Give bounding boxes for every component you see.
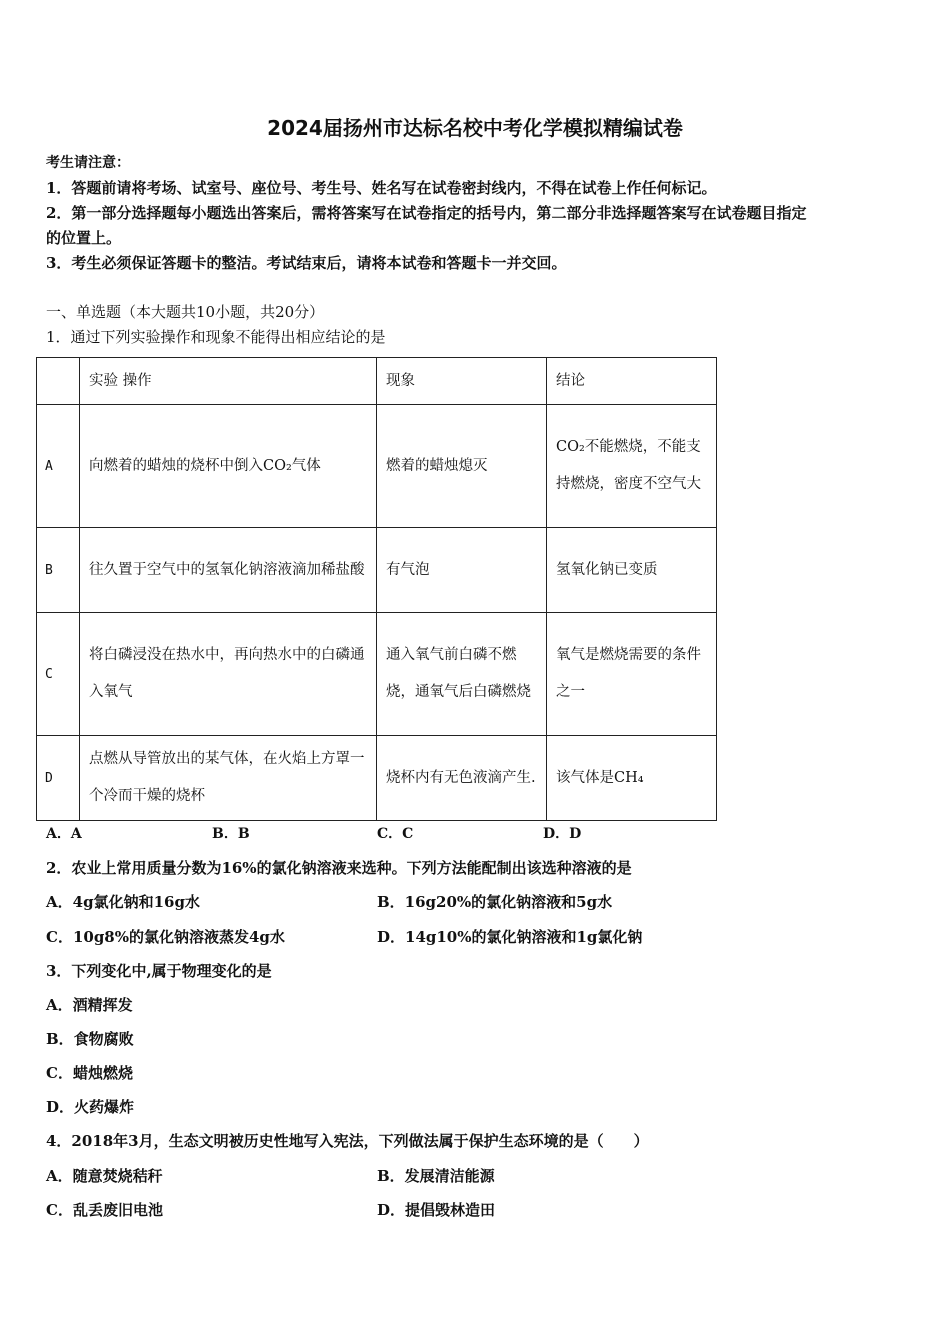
option: D．提倡毁林造田 [377, 1201, 496, 1219]
conclusion-cell: 氧气是燃烧需要的条件之一 [547, 613, 717, 736]
row-label: A [37, 405, 80, 528]
table-row [37, 528, 717, 613]
question-stem: 3．下列变化中,属于物理变化的是 [46, 962, 272, 980]
operation-cell: 往久置于空气中的氢氧化钠溶液滴加稀盐酸 [80, 528, 377, 613]
section-heading: 一、单选题（本大题共10小题，共20分） [46, 303, 325, 321]
question-stem: 4．2018年3月，生态文明被历史性地写入宪法，下列做法属于保护生态环境的是（ ） [46, 1132, 649, 1150]
option: B．食物腐败 [46, 1030, 134, 1048]
option: A．4g氯化钠和16g水 [46, 893, 200, 911]
option: A．随意焚烧秸秆 [46, 1167, 163, 1185]
experiment-table [36, 357, 717, 821]
option: C．10g8%的氯化钠溶液蒸发4g水 [46, 928, 285, 946]
table-row [37, 405, 717, 528]
operation-cell: 将白磷浸没在热水中，再向热水中的白磷通入氧气 [80, 613, 377, 736]
table-header-cell: 实验 操作 [80, 358, 377, 405]
option: C．蜡烛燃烧 [46, 1064, 133, 1082]
question-stem: 1．通过下列实验操作和现象不能得出相应结论的是 [46, 328, 386, 346]
conclusion-cell: 该气体是CH₄ [547, 736, 717, 821]
question-stem: 2．农业上常用质量分数为16%的氯化钠溶液来选种。下列方法能配制出该选种溶液的是 [46, 859, 632, 877]
option: D．火药爆炸 [46, 1098, 135, 1116]
operation-cell: 向燃着的蜡烛的烧杯中倒入CO₂气体 [80, 405, 377, 528]
table-header-cell: 现象 [377, 358, 547, 405]
phenomenon-cell: 有气泡 [377, 528, 547, 613]
notice-item: 1．答题前请将考场、试室号、座位号、考生号、姓名写在试卷密封线内，不得在试卷上作任何标记。 [46, 179, 717, 197]
option: A．酒精挥发 [46, 996, 133, 1014]
table-row [37, 736, 717, 821]
row-label: D [37, 736, 80, 821]
option: D．14g10%的氯化钠溶液和1g氯化钠 [377, 928, 643, 946]
table-header-row [37, 358, 717, 405]
option: D．D [543, 826, 582, 842]
notice-heading: 考生请注意： [46, 155, 130, 171]
row-label: C [37, 613, 80, 736]
option: B．发展清洁能源 [377, 1167, 495, 1185]
operation-cell: 点燃从导管放出的某气体，在火焰上方罩一个冷而干燥的烧杯 [80, 736, 377, 821]
phenomenon-cell: 通入氧气前白磷不燃烧，通氧气后白磷燃烧 [377, 613, 547, 736]
notice-item: 的位置上。 [46, 229, 122, 247]
notice-item: 2．第一部分选择题每小题选出答案后，需将答案写在试卷指定的括号内，第二部分非选择题答案写在试卷题目指定 [46, 204, 807, 222]
option: A．A [46, 826, 82, 842]
row-label: B [37, 528, 80, 613]
table-header-cell [37, 358, 80, 405]
table-header-cell: 结论 [547, 358, 717, 405]
table-row [37, 613, 717, 736]
phenomenon-cell: 烧杯内有无色液滴产生. [377, 736, 547, 821]
page-title: 2024届扬州市达标名校中考化学模拟精编试卷 [267, 116, 683, 140]
notice-item: 3．考生必须保证答题卡的整洁。考试结束后，请将本试卷和答题卡一并交回。 [46, 254, 567, 272]
option: C．乱丢废旧电池 [46, 1201, 163, 1219]
phenomenon-cell: 燃着的蜡烛熄灭 [377, 405, 547, 528]
conclusion-cell: CO₂不能燃烧，不能支持燃烧，密度不空气大 [547, 405, 717, 528]
conclusion-cell: 氢氧化钠已变质 [547, 528, 717, 613]
option: B．16g20%的氯化钠溶液和5g水 [377, 893, 613, 911]
option: B．B [212, 826, 250, 842]
option: C．C [377, 826, 414, 842]
